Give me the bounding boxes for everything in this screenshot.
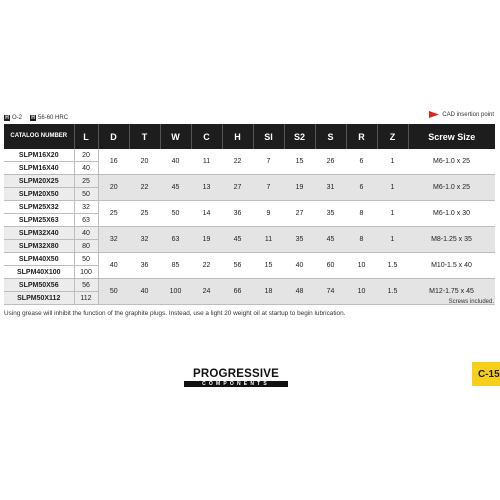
z-cell: 1.5 [377,253,408,279]
length-cell: 40 [74,162,98,175]
d-cell: 25 [98,201,129,227]
catalog-number-cell: SLPM40X100 [4,266,74,279]
s1-cell: 7 [253,149,284,175]
t-cell: 25 [129,201,160,227]
w-cell: 100 [160,279,191,305]
c-cell: 22 [191,253,222,279]
t-cell: 40 [129,279,160,305]
length-cell: 80 [74,240,98,253]
col-header-screw-size: Screw Size [408,124,495,149]
catalog-number-cell: SLPM20X25 [4,175,74,188]
c-cell: 14 [191,201,222,227]
cad-legend [429,110,494,119]
col-header-d: D [98,124,129,149]
material-label: O-2 [12,114,23,121]
screw-size-cell: M6-1.0 x 30 [408,201,495,227]
company-logo [184,368,288,387]
t-cell: 32 [129,227,160,253]
screw-size-cell: M12-1.75 x 45 [408,279,495,305]
t-cell: 36 [129,253,160,279]
z-cell: 1.5 [377,279,408,305]
r-cell: 10 [346,253,377,279]
screw-size-cell: M6-1.0 x 25 [408,175,495,201]
c-cell: 13 [191,175,222,201]
table-row [4,227,495,240]
s-cell: 74 [315,279,346,305]
s-cell: 35 [315,201,346,227]
s2-cell: 35 [284,227,315,253]
screws-note: Screws included. [448,299,494,305]
catalog-number-cell: SLPM32X40 [4,227,74,240]
d-cell: 40 [98,253,129,279]
table-row [4,279,495,292]
col-header-l: L [74,124,98,149]
length-cell: 50 [74,253,98,266]
s-cell: 26 [315,149,346,175]
z-cell: 1 [377,175,408,201]
col-header-w: W [160,124,191,149]
page-tab: C-15 [472,362,500,386]
catalog-number-cell: SLPM40X50 [4,253,74,266]
r-cell: 8 [346,227,377,253]
r-cell: 8 [346,201,377,227]
s1-cell: 18 [253,279,284,305]
s-cell: 45 [315,227,346,253]
c-cell: 24 [191,279,222,305]
length-cell: 112 [74,292,98,305]
r-cell: 6 [346,175,377,201]
h-cell: 36 [222,201,253,227]
material-badge: H [5,114,9,121]
length-cell: 25 [74,175,98,188]
s1-cell: 7 [253,175,284,201]
c-cell: 19 [191,227,222,253]
length-cell: 63 [74,214,98,227]
d-cell: 16 [98,149,129,175]
hardness-badge: H [31,114,35,121]
col-header-t: T [129,124,160,149]
catalog-number-cell: SLPM32X80 [4,240,74,253]
t-cell: 20 [129,149,160,175]
col-header-s2: S2 [284,124,315,149]
table-header-row [4,124,495,149]
c-cell: 11 [191,149,222,175]
h-cell: 22 [222,149,253,175]
r-cell: 6 [346,149,377,175]
spec-table [4,124,495,305]
s-cell: 31 [315,175,346,201]
spec-table-body [4,149,495,305]
col-header-r: R [346,124,377,149]
table-row [4,253,495,266]
length-cell: 100 [74,266,98,279]
h-cell: 27 [222,175,253,201]
col-header-h: H [222,124,253,149]
catalog-number-cell: SLPM20X50 [4,188,74,201]
length-cell: 32 [74,201,98,214]
catalog-number-cell: SLPM50X112 [4,292,74,305]
material-legend [4,113,76,122]
catalog-number-cell: SLPM50X56 [4,279,74,292]
screw-size-cell: M6-1.0 x 25 [408,149,495,175]
length-cell: 20 [74,149,98,162]
h-cell: 45 [222,227,253,253]
length-cell: 56 [74,279,98,292]
s1-cell: 11 [253,227,284,253]
s2-cell: 27 [284,201,315,227]
z-cell: 1 [377,227,408,253]
screw-size-cell: M10-1.5 x 40 [408,253,495,279]
s1-cell: 9 [253,201,284,227]
h-cell: 56 [222,253,253,279]
d-cell: 32 [98,227,129,253]
s2-cell: 15 [284,149,315,175]
z-cell: 1 [377,201,408,227]
s-cell: 60 [315,253,346,279]
s2-cell: 40 [284,253,315,279]
w-cell: 85 [160,253,191,279]
length-cell: 50 [74,188,98,201]
w-cell: 45 [160,175,191,201]
table-row [4,175,495,188]
logo-wordmark: PROGRESSIVE [193,368,279,380]
w-cell: 40 [160,149,191,175]
catalog-number-cell: SLPM16X20 [4,149,74,162]
z-cell: 1 [377,149,408,175]
cad-insertion-point-icon [429,111,439,118]
catalog-number-cell: SLPM25X32 [4,201,74,214]
hardness-label: 56-60 HRC [38,114,69,121]
cad-legend-label: CAD insertion point [442,111,494,118]
catalog-number-cell: SLPM25X63 [4,214,74,227]
r-cell: 10 [346,279,377,305]
col-header-catalog: CATALOG NUMBER [4,124,74,149]
s1-cell: 15 [253,253,284,279]
table-row [4,201,495,214]
catalog-number-cell: SLPM16X40 [4,162,74,175]
w-cell: 50 [160,201,191,227]
t-cell: 22 [129,175,160,201]
d-cell: 50 [98,279,129,305]
s2-cell: 19 [284,175,315,201]
w-cell: 63 [160,227,191,253]
h-cell: 66 [222,279,253,305]
lubrication-footnote: Using grease will inhibit the function of the graphite plugs. Instead, use a light 20 weight oil at startup to begin lubrication. [4,310,346,317]
col-header-c: C [191,124,222,149]
col-header-s1: SI [253,124,284,149]
screw-size-cell: M8-1.25 x 35 [408,227,495,253]
s2-cell: 48 [284,279,315,305]
table-row [4,149,495,162]
d-cell: 20 [98,175,129,201]
col-header-s: S [315,124,346,149]
col-header-z: Z [377,124,408,149]
length-cell: 40 [74,227,98,240]
logo-subtitle: COMPONENTS [184,381,288,387]
